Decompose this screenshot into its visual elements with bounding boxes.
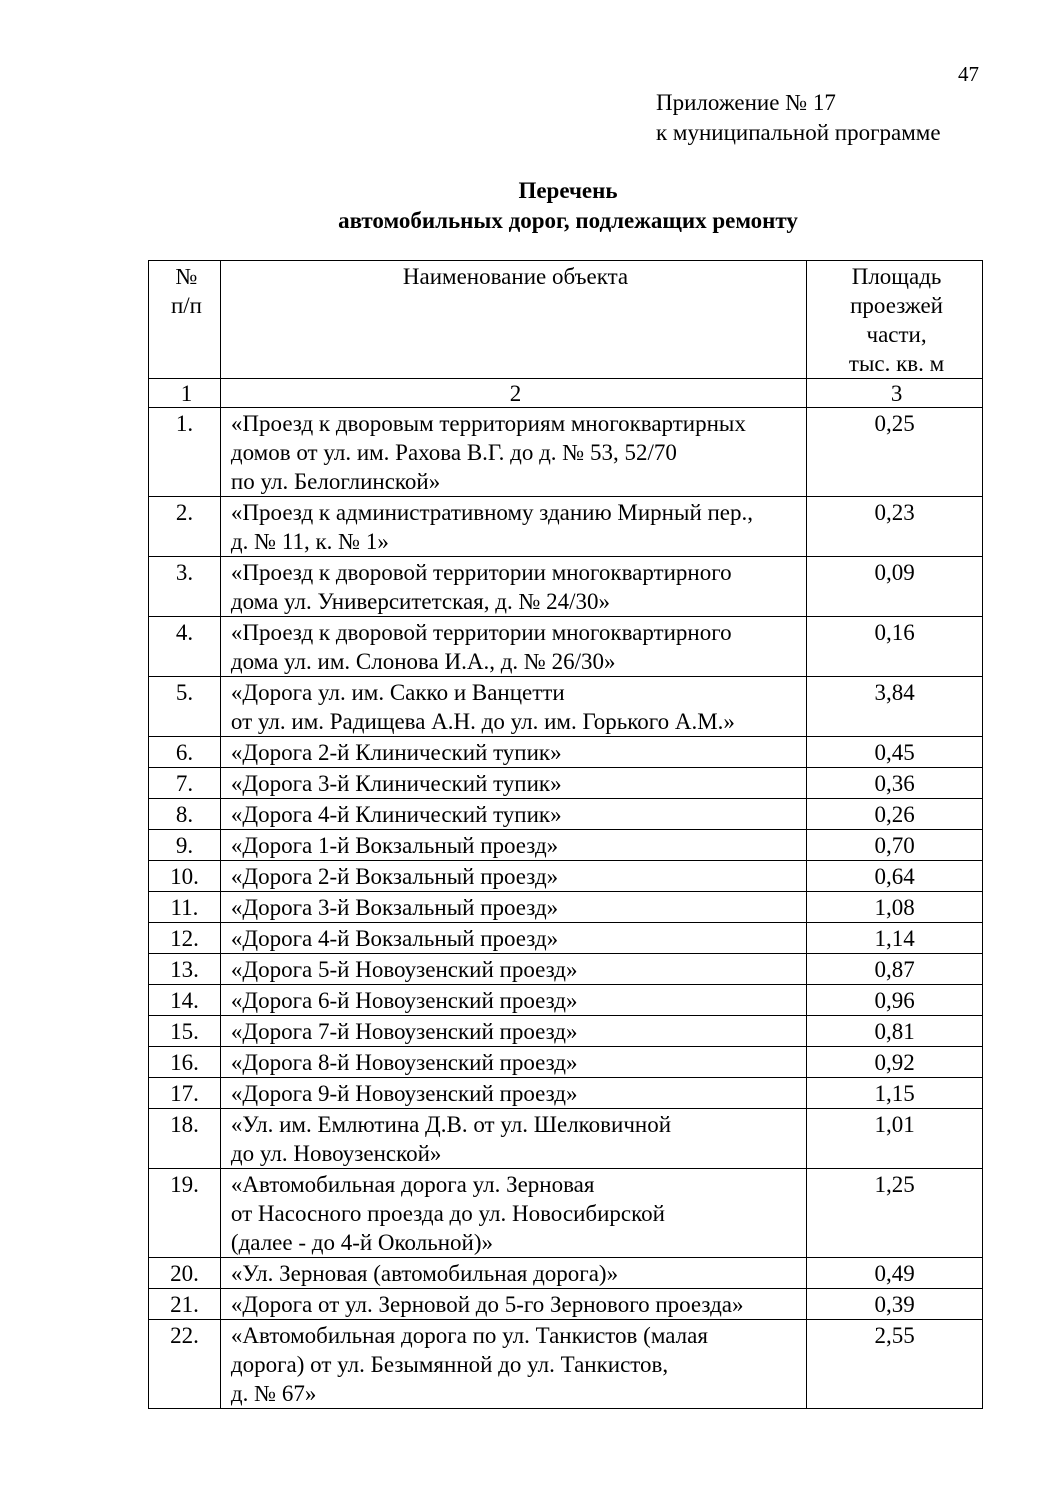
roadway-area: 0,96 <box>807 985 983 1016</box>
row-number: 8. <box>149 799 221 830</box>
title-line-2: автомобильных дорог, подлежащих ремонту <box>338 208 798 233</box>
object-name: «Дорога 2-й Вокзальный проезд» <box>220 861 806 892</box>
object-name: «Дорога от ул. Зерновой до 5-го Зернового проезда» <box>220 1289 806 1320</box>
row-number: 16. <box>149 1047 221 1078</box>
roadway-area: 0,25 <box>807 408 983 497</box>
roadway-area: 1,14 <box>807 923 983 954</box>
roadway-area: 0,26 <box>807 799 983 830</box>
object-name: «Дорога 5-й Новоузенский проезд» <box>220 954 806 985</box>
row-number: 3. <box>149 557 221 617</box>
roadway-area: 0,49 <box>807 1258 983 1289</box>
row-number: 5. <box>149 677 221 737</box>
table-row <box>149 768 983 799</box>
table-row <box>149 954 983 985</box>
roadway-area: 1,15 <box>807 1078 983 1109</box>
object-name: «Дорога 7-й Новоузенский проезд» <box>220 1016 806 1047</box>
roads-table <box>148 260 983 1409</box>
roadway-area: 0,09 <box>807 557 983 617</box>
table-row <box>149 1016 983 1047</box>
table-row <box>149 830 983 861</box>
appendix-line-1: Приложение № 17 <box>656 90 836 115</box>
roadway-area: 0,45 <box>807 737 983 768</box>
object-name: «Ул. Зерновая (автомобильная дорога)» <box>220 1258 806 1289</box>
table-row <box>149 1320 983 1409</box>
table-row <box>149 1047 983 1078</box>
roadway-area: 1,25 <box>807 1169 983 1258</box>
roadway-area: 0,39 <box>807 1289 983 1320</box>
row-number: 22. <box>149 1320 221 1409</box>
column-number-1: 1 <box>149 379 221 408</box>
table-row <box>149 1078 983 1109</box>
row-number: 14. <box>149 985 221 1016</box>
table-row <box>149 861 983 892</box>
document-title <box>0 176 1061 236</box>
table-row <box>149 497 983 557</box>
roadway-area: 0,16 <box>807 617 983 677</box>
table-row <box>149 1169 983 1258</box>
column-number-row <box>149 379 983 408</box>
column-number-2: 2 <box>220 379 806 408</box>
table-row <box>149 1109 983 1169</box>
row-number: 6. <box>149 737 221 768</box>
object-name: «Дорога 6-й Новоузенский проезд» <box>220 985 806 1016</box>
row-number: 7. <box>149 768 221 799</box>
table-header-row <box>149 261 983 379</box>
row-number: 11. <box>149 892 221 923</box>
object-name: «Проезд к дворовой территории многоквартирного дома ул. Университетская, д. № 24/30» <box>220 557 806 617</box>
roadway-area: 0,64 <box>807 861 983 892</box>
row-number: 13. <box>149 954 221 985</box>
table-row <box>149 985 983 1016</box>
row-number: 15. <box>149 1016 221 1047</box>
object-name: «Проезд к административному зданию Мирный пер., д. № 11, к. № 1» <box>220 497 806 557</box>
row-number: 17. <box>149 1078 221 1109</box>
row-number: 21. <box>149 1289 221 1320</box>
table-row <box>149 1258 983 1289</box>
object-name: «Дорога 9-й Новоузенский проезд» <box>220 1078 806 1109</box>
table-row <box>149 892 983 923</box>
object-name: «Дорога 3-й Клинический тупик» <box>220 768 806 799</box>
row-number: 9. <box>149 830 221 861</box>
object-name: «Дорога 2-й Клинический тупик» <box>220 737 806 768</box>
roadway-area: 1,08 <box>807 892 983 923</box>
object-name: «Дорога 8-й Новоузенский проезд» <box>220 1047 806 1078</box>
object-name: «Проезд к дворовой территории многоквартирного дома ул. им. Слонова И.А., д. № 26/30» <box>220 617 806 677</box>
object-name: «Проезд к дворовым территориям многоквартирных домов от ул. им. Рахова В.Г. до д. № 53, 52/70 по ул. Белоглинской» <box>220 408 806 497</box>
roadway-area: 0,36 <box>807 768 983 799</box>
column-number-3: 3 <box>807 379 983 408</box>
table-row <box>149 923 983 954</box>
table-row <box>149 408 983 497</box>
roadway-area: 0,23 <box>807 497 983 557</box>
table-row <box>149 737 983 768</box>
object-name: «Автомобильная дорога по ул. Танкистов (малая дорога) от ул. Безымянной до ул. Танкистов, д. № 67» <box>220 1320 806 1409</box>
object-name: «Ул. им. Емлютина Д.В. от ул. Шелковичной до ул. Новоузенской» <box>220 1109 806 1169</box>
roadway-area: 0,70 <box>807 830 983 861</box>
roadway-area: 0,81 <box>807 1016 983 1047</box>
row-number: 19. <box>149 1169 221 1258</box>
header-area: Площадь проезжей части, тыс. кв. м <box>807 261 983 379</box>
header-name: Наименование объекта <box>220 261 806 379</box>
object-name: «Дорога 1-й Вокзальный проезд» <box>220 830 806 861</box>
table-row <box>149 677 983 737</box>
table-row <box>149 799 983 830</box>
appendix-note <box>656 88 941 148</box>
object-name: «Дорога ул. им. Сакко и Ванцетти от ул. им. Радищева А.Н. до ул. им. Горького А.М.» <box>220 677 806 737</box>
row-number: 18. <box>149 1109 221 1169</box>
appendix-line-2: к муниципальной программе <box>656 120 941 145</box>
object-name: «Дорога 4-й Вокзальный проезд» <box>220 923 806 954</box>
row-number: 20. <box>149 1258 221 1289</box>
roadway-area: 1,01 <box>807 1109 983 1169</box>
row-number: 1. <box>149 408 221 497</box>
table-row <box>149 617 983 677</box>
page-number: 47 <box>958 62 979 86</box>
header-num: № п/п <box>149 261 221 379</box>
title-line-1: Перечень <box>518 178 618 203</box>
roadway-area: 0,87 <box>807 954 983 985</box>
table-row <box>149 557 983 617</box>
row-number: 4. <box>149 617 221 677</box>
row-number: 12. <box>149 923 221 954</box>
object-name: «Автомобильная дорога ул. Зерновая от Насосного проезда до ул. Новосибирской (далее - до 4-й Окольной)» <box>220 1169 806 1258</box>
roadway-area: 3,84 <box>807 677 983 737</box>
roadway-area: 2,55 <box>807 1320 983 1409</box>
row-number: 2. <box>149 497 221 557</box>
roadway-area: 0,92 <box>807 1047 983 1078</box>
row-number: 10. <box>149 861 221 892</box>
table-row <box>149 1289 983 1320</box>
object-name: «Дорога 3-й Вокзальный проезд» <box>220 892 806 923</box>
object-name: «Дорога 4-й Клинический тупик» <box>220 799 806 830</box>
